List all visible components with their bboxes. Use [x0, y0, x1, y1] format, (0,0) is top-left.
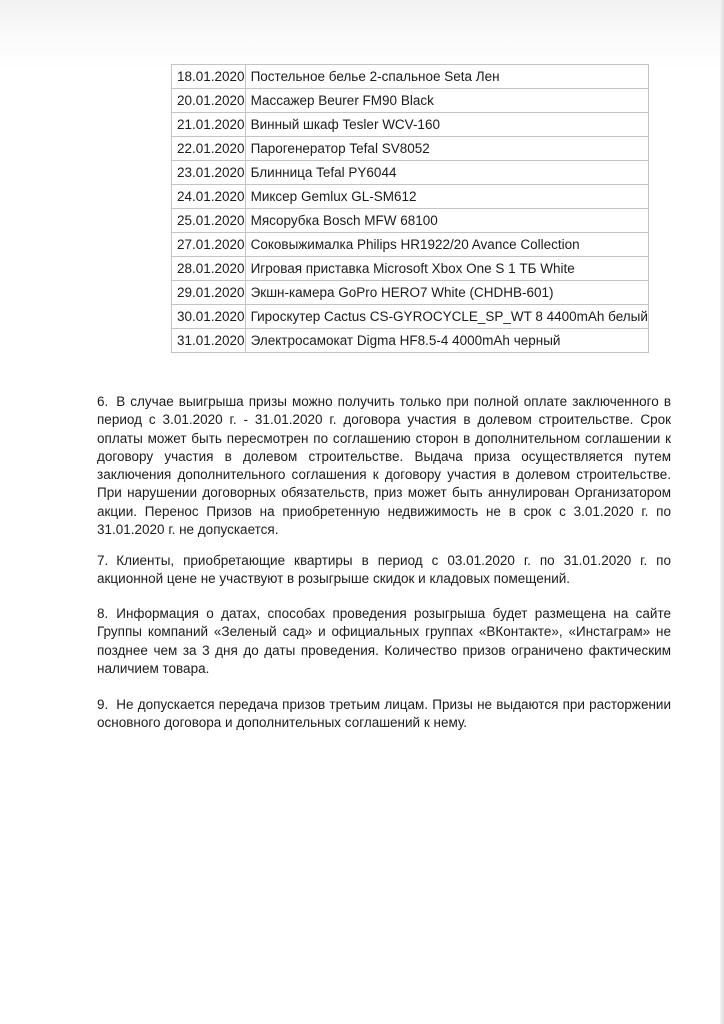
prize-date: 23.01.2020 — [172, 161, 246, 185]
table-row — [172, 161, 649, 185]
table-row — [172, 329, 649, 353]
table-row — [172, 137, 649, 161]
prize-date: 27.01.2020 — [172, 233, 246, 257]
page-edge-shadow — [720, 0, 724, 1024]
prize-name: Электросамокат Digma HF8.5-4 4000mAh черный — [245, 329, 648, 353]
table-row — [172, 113, 649, 137]
prize-date: 29.01.2020 — [172, 281, 246, 305]
clause-text: Не допускается передача призов третьим лицам. Призы не выдаются при расторжении основного договора и дополнительных соглашений к нему. — [97, 697, 671, 731]
table-row — [172, 257, 649, 281]
clause-number: 6. — [97, 394, 109, 409]
clause-8 — [97, 605, 671, 678]
prize-date: 28.01.2020 — [172, 257, 246, 281]
prize-name: Массажер Beurer FM90 Black — [245, 89, 648, 113]
table-row — [172, 65, 649, 89]
prize-name: Блинница Tefal PY6044 — [245, 161, 648, 185]
clause-6 — [97, 393, 671, 539]
table-row — [172, 305, 649, 329]
prize-name: Игровая приставка Microsoft Xbox One S 1 ТБ White — [245, 257, 648, 281]
prize-name: Постельное белье 2-спальное Seta Лен — [245, 65, 648, 89]
table-row — [172, 185, 649, 209]
prize-date: 30.01.2020 — [172, 305, 246, 329]
prize-date: 31.01.2020 — [172, 329, 246, 353]
prize-date: 24.01.2020 — [172, 185, 246, 209]
prize-name: Гироскутер Cactus CS-GYROCYCLE_SP_WT 8 4400mAh белый — [245, 305, 648, 329]
clause-number: 8. — [97, 606, 109, 621]
prize-name: Миксер Gemlux GL-SM612 — [245, 185, 648, 209]
table-row — [172, 233, 649, 257]
prize-date: 22.01.2020 — [172, 137, 246, 161]
prize-schedule-table — [171, 64, 649, 353]
clause-number: 7. — [97, 553, 109, 568]
prize-name: Соковыжималка Philips HR1922/20 Avance Collection — [245, 233, 648, 257]
table-row — [172, 89, 649, 113]
prize-date: 18.01.2020 — [172, 65, 246, 89]
clause-text: Информация о датах, способах проведения розыгрыша будет размещена на сайте Группы компаний «Зеленый сад» и официальных группах «ВКонтакте», «Инстаграм» не позднее чем за 3 дня до даты проведения. Количество призов ограничено фактическим наличием товара. — [97, 606, 671, 676]
clause-text: Клиенты, приобретающие квартиры в период с 03.01.2020 г. по 31.01.2020 г. по акционной цене не участвуют в розыгрыше скидок и кладовых помещений. — [97, 553, 671, 587]
table-row — [172, 209, 649, 233]
prize-date: 21.01.2020 — [172, 113, 246, 137]
prize-name: Мясорубка Bosch MFW 68100 — [245, 209, 648, 233]
clause-9 — [97, 696, 671, 733]
prize-name: Парогенератор Tefal SV8052 — [245, 137, 648, 161]
prize-name: Экшн-камера GoPro HERO7 White (CHDHB-601) — [245, 281, 648, 305]
table-row — [172, 281, 649, 305]
clause-number: 9. — [97, 697, 109, 712]
clause-text: В случае выигрыша призы можно получить только при полной оплате заключенного в период с 3.01.2020 г. - 31.01.2020 г. договора участия в долевом строительстве. Срок оплаты может быть пересмотрен по соглашению сторон в дополнительном соглашении к договору участия в долевом строительстве. Выдача приза осуществляется путем заключения дополнительного соглашения к договору участия в долевом строительстве. При нарушении договорных обязательств, приз может быть аннулирован Организатором акции. Перенос Призов на приобретенную недвижимость не в срок с 3.01.2020 г. по 31.01.2020 г. не допускается. — [97, 394, 671, 538]
prize-name: Винный шкаф Tesler WCV-160 — [245, 113, 648, 137]
prize-date: 25.01.2020 — [172, 209, 246, 233]
clause-7 — [97, 552, 671, 589]
prize-date: 20.01.2020 — [172, 89, 246, 113]
